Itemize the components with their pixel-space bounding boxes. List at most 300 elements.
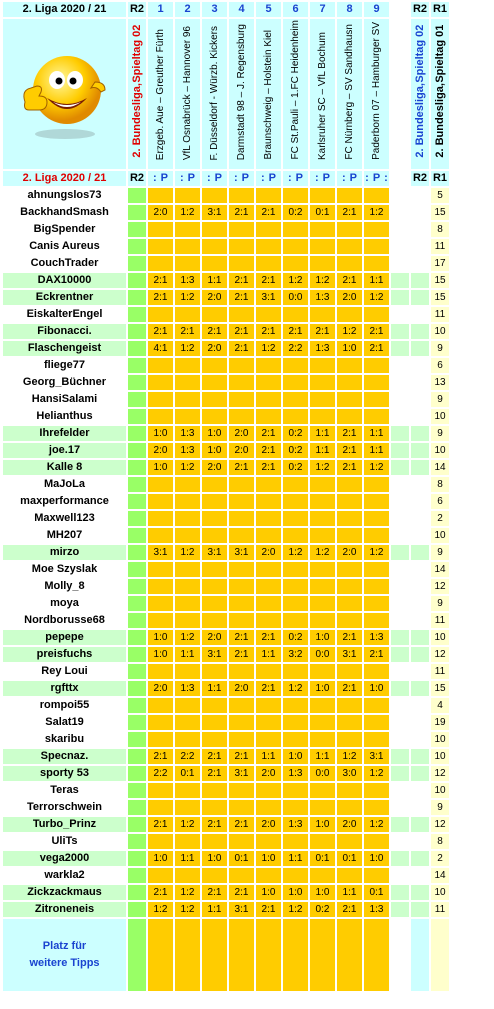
tip-cell bbox=[148, 256, 173, 271]
tip-cell bbox=[364, 919, 389, 991]
r1-points: 12 bbox=[431, 766, 449, 781]
tip-cell: 3:1 bbox=[202, 205, 227, 220]
r2-points bbox=[128, 851, 146, 866]
tip-cell bbox=[229, 868, 254, 883]
colon-left: : bbox=[341, 172, 346, 184]
tip-cell bbox=[202, 307, 227, 322]
tip-cell bbox=[364, 715, 389, 730]
right-label-r1-part1: 2. Bundesliga, bbox=[433, 83, 446, 158]
right-label-r2-part2: Spieltag 02 bbox=[413, 25, 426, 84]
p-row bbox=[3, 171, 449, 186]
r1-points: 10 bbox=[431, 324, 449, 339]
tip-cell: 0:1 bbox=[364, 885, 389, 900]
tip-cell bbox=[202, 358, 227, 373]
tip-cell: 2:1 bbox=[364, 341, 389, 356]
tip-cell: 1:1 bbox=[202, 902, 227, 917]
match-number: 6 bbox=[283, 2, 308, 17]
tip-cell: 0:1 bbox=[337, 851, 362, 866]
player-row bbox=[3, 477, 449, 492]
tip-cell bbox=[364, 868, 389, 883]
tip-cell bbox=[337, 715, 362, 730]
tip-cell bbox=[175, 511, 200, 526]
tip-cell: 0:1 bbox=[310, 851, 335, 866]
spacer-cell bbox=[391, 392, 409, 407]
tip-cell: 3:2 bbox=[283, 647, 308, 662]
tip-cell: 2:1 bbox=[256, 426, 281, 441]
right-label-r2 bbox=[413, 25, 428, 158]
tip-cell bbox=[175, 409, 200, 424]
spacer-cell bbox=[391, 630, 409, 645]
player-row bbox=[3, 460, 449, 475]
player-name: Salat19 bbox=[3, 715, 126, 730]
player-row bbox=[3, 392, 449, 407]
tip-cell: 1:2 bbox=[175, 460, 200, 475]
spacer-cell bbox=[391, 477, 409, 492]
r1-points: 9 bbox=[431, 392, 449, 407]
tip-cell bbox=[148, 783, 173, 798]
match-label-cell bbox=[229, 19, 254, 169]
tip-cell: 2:1 bbox=[256, 681, 281, 696]
tip-cell: 2:0 bbox=[148, 443, 173, 458]
tip-cell: 2:1 bbox=[229, 885, 254, 900]
spacer-cell bbox=[391, 732, 409, 747]
spacer-cell bbox=[391, 375, 409, 390]
player-row bbox=[3, 579, 449, 594]
tip-cell bbox=[283, 528, 308, 543]
tip-cell bbox=[202, 613, 227, 628]
tip-cell bbox=[364, 528, 389, 543]
tip-cell bbox=[229, 511, 254, 526]
match-number: 9 bbox=[364, 2, 389, 17]
spacer-cell bbox=[391, 205, 409, 220]
tip-cell bbox=[364, 494, 389, 509]
tip-cell: 0:1 bbox=[175, 766, 200, 781]
tip-cell bbox=[283, 358, 308, 373]
platz-line-2: weitere Tipps bbox=[29, 957, 100, 969]
tip-cell bbox=[337, 375, 362, 390]
r2-total bbox=[411, 494, 429, 509]
r2-total bbox=[411, 579, 429, 594]
tip-cell: 3:1 bbox=[229, 902, 254, 917]
tip-cell: 1:1 bbox=[310, 749, 335, 764]
tip-cell: 1:0 bbox=[310, 681, 335, 696]
player-row bbox=[3, 222, 449, 237]
tip-cell bbox=[175, 375, 200, 390]
points-marker bbox=[256, 171, 281, 186]
tip-cell: 2:0 bbox=[202, 290, 227, 305]
r2-total bbox=[411, 630, 429, 645]
tip-cell: 1:2 bbox=[175, 902, 200, 917]
tip-cell: 1:2 bbox=[364, 460, 389, 475]
r2-total bbox=[411, 341, 429, 356]
r2-points bbox=[128, 273, 146, 288]
tip-cell bbox=[256, 596, 281, 611]
player-row bbox=[3, 511, 449, 526]
tip-cell: 2:0 bbox=[202, 341, 227, 356]
tip-cell: 1:0 bbox=[148, 630, 173, 645]
tip-cell bbox=[202, 528, 227, 543]
spacer-cell bbox=[391, 188, 409, 203]
player-row bbox=[3, 358, 449, 373]
tip-cell bbox=[229, 188, 254, 203]
match-label: Karlsruher SC – VfL Bochum bbox=[317, 31, 328, 160]
r1-points: 9 bbox=[431, 341, 449, 356]
player-row bbox=[3, 307, 449, 322]
tip-cell bbox=[202, 919, 227, 991]
smiley-logo-cell bbox=[3, 19, 126, 169]
player-name: sporty 53 bbox=[3, 766, 126, 781]
tip-cell: 2:0 bbox=[256, 817, 281, 832]
tip-cell bbox=[175, 579, 200, 594]
tip-cell: 1:2 bbox=[175, 205, 200, 220]
r2-total bbox=[411, 698, 429, 713]
player-name: joe.17 bbox=[3, 443, 126, 458]
player-row bbox=[3, 205, 449, 220]
tip-cell bbox=[310, 477, 335, 492]
tip-cell bbox=[202, 664, 227, 679]
r2-points bbox=[128, 239, 146, 254]
tip-cell: 1:1 bbox=[337, 885, 362, 900]
tip-cell bbox=[148, 613, 173, 628]
player-row bbox=[3, 613, 449, 628]
tip-cell: 1:0 bbox=[310, 630, 335, 645]
tip-cell: 0:2 bbox=[283, 426, 308, 441]
tip-cell bbox=[310, 698, 335, 713]
spacer-cell bbox=[391, 19, 409, 169]
r2-total bbox=[411, 885, 429, 900]
tip-cell bbox=[229, 256, 254, 271]
tip-cell bbox=[337, 664, 362, 679]
tip-cell: 1:2 bbox=[310, 460, 335, 475]
player-row bbox=[3, 290, 449, 305]
r1-points: 15 bbox=[431, 290, 449, 305]
r2-points bbox=[128, 919, 146, 991]
tip-cell bbox=[148, 375, 173, 390]
tip-cell: 3:1 bbox=[202, 647, 227, 662]
tip-cell bbox=[364, 256, 389, 271]
r2-total bbox=[411, 188, 429, 203]
r2-total bbox=[411, 783, 429, 798]
tip-cell bbox=[310, 596, 335, 611]
player-name: UliTs bbox=[3, 834, 126, 849]
match-number: 7 bbox=[310, 2, 335, 17]
tip-cell: 1:3 bbox=[175, 273, 200, 288]
spacer-cell bbox=[391, 545, 409, 560]
r1-points: 13 bbox=[431, 375, 449, 390]
tip-cell bbox=[229, 392, 254, 407]
r2-points bbox=[128, 681, 146, 696]
tip-cell bbox=[175, 868, 200, 883]
tip-cell bbox=[310, 222, 335, 237]
tip-cell: 2:1 bbox=[229, 324, 254, 339]
tip-cell bbox=[202, 239, 227, 254]
match-number: 8 bbox=[337, 2, 362, 17]
tip-cell: 2:1 bbox=[202, 766, 227, 781]
tip-cell: 1:1 bbox=[202, 681, 227, 696]
r1-points: 8 bbox=[431, 222, 449, 237]
spacer-cell bbox=[391, 851, 409, 866]
tip-cell: 0:0 bbox=[283, 290, 308, 305]
tip-cell: 2:0 bbox=[337, 817, 362, 832]
tip-cell: 2:2 bbox=[148, 766, 173, 781]
tip-cell bbox=[283, 375, 308, 390]
tip-cell: 2:0 bbox=[337, 545, 362, 560]
tip-cell bbox=[202, 494, 227, 509]
r2-points bbox=[128, 885, 146, 900]
player-row bbox=[3, 239, 449, 254]
player-name: HansiSalami bbox=[3, 392, 126, 407]
r2-points bbox=[128, 205, 146, 220]
spacer-cell bbox=[391, 341, 409, 356]
tip-cell bbox=[229, 834, 254, 849]
points-marker bbox=[364, 171, 389, 186]
player-name: Moe Szyslak bbox=[3, 562, 126, 577]
tip-cell: 1:1 bbox=[256, 647, 281, 662]
tip-cell bbox=[310, 868, 335, 883]
tip-cell: 2:1 bbox=[256, 273, 281, 288]
tip-cell bbox=[175, 477, 200, 492]
tip-cell bbox=[310, 375, 335, 390]
r1-points: 10 bbox=[431, 443, 449, 458]
points-marker bbox=[202, 171, 227, 186]
r1-points: 10 bbox=[431, 749, 449, 764]
tip-cell: 2:2 bbox=[175, 749, 200, 764]
tip-cell bbox=[256, 783, 281, 798]
tip-cell bbox=[148, 834, 173, 849]
tip-cell bbox=[148, 596, 173, 611]
tip-cell bbox=[202, 783, 227, 798]
r1-points: 15 bbox=[431, 681, 449, 696]
r2-total bbox=[411, 562, 429, 577]
tip-cell: 2:1 bbox=[229, 630, 254, 645]
tip-cell: 1:2 bbox=[283, 681, 308, 696]
tip-cell: 1:0 bbox=[283, 749, 308, 764]
tip-cell bbox=[283, 494, 308, 509]
match-label-cell bbox=[202, 19, 227, 169]
player-name: mirzo bbox=[3, 545, 126, 560]
r2-points bbox=[128, 188, 146, 203]
player-row bbox=[3, 647, 449, 662]
tip-cell bbox=[256, 188, 281, 203]
tip-cell bbox=[148, 715, 173, 730]
tip-cell: 0:2 bbox=[283, 630, 308, 645]
points-marker bbox=[175, 171, 200, 186]
r1-points: 11 bbox=[431, 613, 449, 628]
match-label-cell bbox=[148, 19, 173, 169]
tip-cell bbox=[283, 239, 308, 254]
spacer-cell bbox=[391, 596, 409, 611]
p-letter: P bbox=[241, 172, 249, 184]
r2-points bbox=[128, 358, 146, 373]
tip-cell bbox=[148, 919, 173, 991]
tip-cell bbox=[175, 239, 200, 254]
points-marker bbox=[337, 171, 362, 186]
colon-left: : bbox=[365, 172, 369, 184]
player-row bbox=[3, 715, 449, 730]
tip-cell: 1:0 bbox=[148, 851, 173, 866]
tip-cell bbox=[175, 358, 200, 373]
tip-cell bbox=[364, 222, 389, 237]
tip-cell bbox=[364, 375, 389, 390]
tip-cell: 1:2 bbox=[364, 766, 389, 781]
r1-points: 9 bbox=[431, 426, 449, 441]
match-label-cell bbox=[175, 19, 200, 169]
tip-cell: 2:1 bbox=[337, 902, 362, 917]
r1-points: 12 bbox=[431, 579, 449, 594]
player-name: pepepe bbox=[3, 630, 126, 645]
colon-left: : bbox=[152, 172, 157, 184]
r2-total bbox=[411, 273, 429, 288]
spacer-cell bbox=[391, 681, 409, 696]
r2-points bbox=[128, 613, 146, 628]
r2-points bbox=[128, 664, 146, 679]
spacer-cell bbox=[391, 307, 409, 322]
tip-cell: 1:0 bbox=[310, 817, 335, 832]
tip-cell bbox=[337, 919, 362, 991]
tip-cell bbox=[364, 239, 389, 254]
r2-points bbox=[128, 647, 146, 662]
r1-points: 2 bbox=[431, 511, 449, 526]
r1-points: 6 bbox=[431, 358, 449, 373]
r2-total bbox=[411, 426, 429, 441]
r2-points bbox=[128, 783, 146, 798]
league-title-2: 2. Liga 2020 / 21 bbox=[3, 171, 126, 186]
r1-points: 10 bbox=[431, 528, 449, 543]
tip-cell bbox=[364, 613, 389, 628]
tip-cell: 2:1 bbox=[256, 205, 281, 220]
r2-total bbox=[411, 528, 429, 543]
tip-cell: 1:3 bbox=[283, 817, 308, 832]
spacer-cell bbox=[391, 664, 409, 679]
tip-cell: 2:0 bbox=[229, 681, 254, 696]
match-number: 3 bbox=[202, 2, 227, 17]
player-row bbox=[3, 630, 449, 645]
tip-cell: 1:2 bbox=[283, 273, 308, 288]
r2-points bbox=[128, 545, 146, 560]
tip-cell bbox=[283, 188, 308, 203]
tip-cell bbox=[256, 375, 281, 390]
tip-cell bbox=[283, 307, 308, 322]
tip-cell bbox=[175, 834, 200, 849]
tip-cell bbox=[229, 528, 254, 543]
tip-cell: 2:1 bbox=[364, 324, 389, 339]
player-row bbox=[3, 545, 449, 560]
points-marker bbox=[148, 171, 173, 186]
spacer-cell bbox=[391, 443, 409, 458]
tip-cell bbox=[310, 664, 335, 679]
match-label-cell bbox=[283, 19, 308, 169]
right-label-r2-part1: 2. Bundesliga, bbox=[413, 83, 426, 158]
tip-cell: 1:0 bbox=[256, 885, 281, 900]
r2-total bbox=[411, 817, 429, 832]
r2-total bbox=[411, 902, 429, 917]
player-row bbox=[3, 698, 449, 713]
tip-cell: 2:0 bbox=[229, 443, 254, 458]
r1-points: 19 bbox=[431, 715, 449, 730]
tip-cell bbox=[256, 392, 281, 407]
tip-cell: 2:1 bbox=[283, 324, 308, 339]
tip-cell bbox=[229, 664, 254, 679]
colon-left: : bbox=[179, 172, 184, 184]
tip-cell bbox=[310, 528, 335, 543]
r1-points: 12 bbox=[431, 817, 449, 832]
tip-cell: 2:0 bbox=[148, 205, 173, 220]
r1-points: 10 bbox=[431, 885, 449, 900]
tip-cell: 2:1 bbox=[256, 460, 281, 475]
player-row bbox=[3, 851, 449, 866]
tip-cell: 1:0 bbox=[283, 885, 308, 900]
r2-points bbox=[128, 290, 146, 305]
player-row bbox=[3, 902, 449, 917]
tip-cell bbox=[175, 256, 200, 271]
r2-points bbox=[128, 392, 146, 407]
tip-cell: 2:0 bbox=[256, 545, 281, 560]
tip-cell bbox=[364, 188, 389, 203]
tip-cell bbox=[337, 562, 362, 577]
tip-cell: 0:2 bbox=[283, 460, 308, 475]
player-name: vega2000 bbox=[3, 851, 126, 866]
tip-cell bbox=[175, 783, 200, 798]
tip-cell bbox=[148, 392, 173, 407]
spacer-cell bbox=[391, 749, 409, 764]
spacer-cell bbox=[391, 511, 409, 526]
tip-cell bbox=[337, 732, 362, 747]
points-marker bbox=[229, 171, 254, 186]
tip-cell bbox=[283, 511, 308, 526]
p-letter: P bbox=[295, 172, 303, 184]
tip-cell: 1:2 bbox=[175, 290, 200, 305]
tip-cell bbox=[283, 409, 308, 424]
tip-cell bbox=[310, 256, 335, 271]
tip-cell bbox=[310, 613, 335, 628]
tip-cell: 2:1 bbox=[256, 630, 281, 645]
player-row bbox=[3, 681, 449, 696]
player-row bbox=[3, 732, 449, 747]
spacer-cell bbox=[391, 2, 409, 17]
tip-cell: 3:0 bbox=[337, 766, 362, 781]
tip-cell bbox=[175, 392, 200, 407]
r1-points: 9 bbox=[431, 596, 449, 611]
tip-cell bbox=[337, 392, 362, 407]
player-name: Specnaz. bbox=[3, 749, 126, 764]
player-row bbox=[3, 664, 449, 679]
tip-cell: 2:1 bbox=[337, 273, 362, 288]
tip-cell: 4:1 bbox=[148, 341, 173, 356]
right-label-r1-cell bbox=[431, 19, 449, 169]
tip-cell bbox=[310, 732, 335, 747]
tip-cell bbox=[256, 834, 281, 849]
r1-points: 14 bbox=[431, 460, 449, 475]
tip-cell: 1:1 bbox=[175, 851, 200, 866]
r2-header-2: R2 bbox=[129, 172, 145, 184]
tip-cell bbox=[337, 494, 362, 509]
tip-cell: 0:2 bbox=[283, 205, 308, 220]
tip-cell bbox=[364, 307, 389, 322]
player-name: rgfttx bbox=[3, 681, 126, 696]
r1-points: 6 bbox=[431, 494, 449, 509]
tip-cell bbox=[337, 409, 362, 424]
tip-cell: 2:1 bbox=[229, 341, 254, 356]
tip-cell bbox=[337, 800, 362, 815]
r2-total bbox=[411, 834, 429, 849]
spacer-cell bbox=[391, 273, 409, 288]
match-label-cell bbox=[337, 19, 362, 169]
tip-cell: 2:1 bbox=[256, 443, 281, 458]
r1-points: 11 bbox=[431, 239, 449, 254]
colon-left: : bbox=[314, 172, 319, 184]
match-label: Darmstadt 98 – J. Regensburg bbox=[236, 23, 247, 160]
tip-cell: 2:0 bbox=[148, 681, 173, 696]
